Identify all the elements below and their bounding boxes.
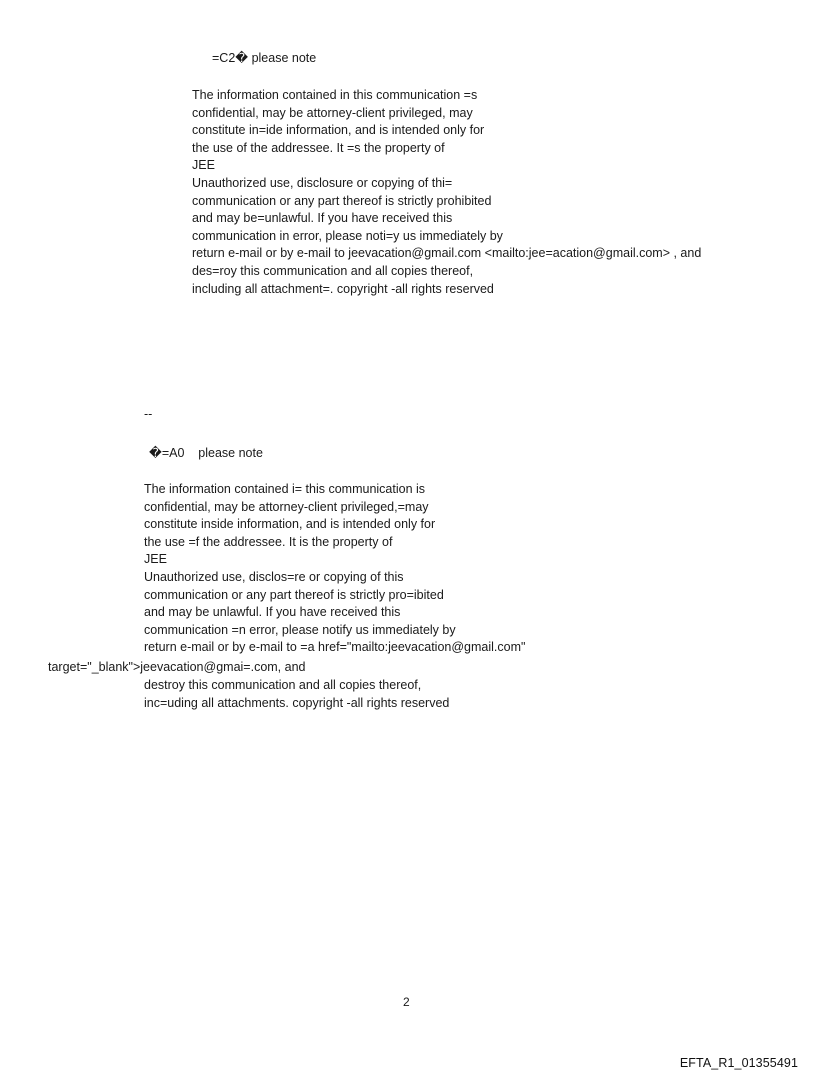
note1-line: The information contained in this communication =s — [192, 88, 478, 102]
note2-line: Unauthorized use, disclos=re or copying of this — [144, 569, 404, 584]
note2-line: communication or any part thereof is strictly pro=ibited — [144, 587, 444, 602]
note1-line: including all attachment=. copyright -all rights reserved — [192, 281, 494, 296]
note2-line: return e-mail or by e-mail to =a href="mailto:jeevacation@gmail.com" — [144, 640, 526, 655]
note2-line: constitute inside information, and is intended only for — [144, 517, 436, 532]
note1-line: return e-mail or by e-mail to jeevacation@gmail.com <mailto:jee=acation@gmail.com> , and — [192, 246, 702, 261]
note2-line: and may be unlawful. If you have received this — [144, 605, 401, 620]
note1-line: communication in error, please noti=y us immediately by — [192, 228, 503, 243]
note2-overflow-line: target="_blank">jeevacation@gmai=.com, and — [48, 660, 306, 674]
note2-line: the use =f the addressee. It is the property of — [144, 534, 393, 549]
note2-line: confidential, may be attorney-client privileged,=may — [144, 499, 429, 514]
document-id: EFTA_R1_01355491 — [679, 1056, 798, 1070]
note1-body — [192, 87, 701, 298]
note1-line: and may be=unlawful. If you have received this — [192, 211, 453, 226]
note2-line: communication =n error, please notify us immediately by — [144, 622, 456, 637]
note1-line: JEE — [192, 158, 215, 173]
note2-line: The information contained i= this communication is — [144, 482, 426, 496]
note2-line: destroy this communication and all copies thereof, — [144, 678, 422, 692]
note1-heading: =C2� please note — [212, 51, 317, 65]
note2-line: inc=uding all attachments. copyright -all rights reserved — [144, 695, 450, 710]
note1-line: communication or any part thereof is strictly prohibited — [192, 193, 492, 208]
note2-heading: �=A0 please note — [149, 446, 263, 460]
note2-tail — [144, 677, 449, 712]
note1-line: Unauthorized use, disclosure or copying of thi= — [192, 175, 453, 190]
note1-line: the use of the addressee. It =s the property of — [192, 140, 445, 155]
note1-line: des=roy this communication and all copies thereof, — [192, 263, 474, 278]
separator: -- — [144, 407, 153, 421]
note1-line: constitute in=ide information, and is intended only for — [192, 123, 485, 138]
note2-body — [144, 481, 525, 657]
note2-line: JEE — [144, 552, 167, 567]
note1-line: confidential, may be attorney-client privileged, may — [192, 105, 473, 120]
page-number: 2 — [403, 995, 410, 1009]
